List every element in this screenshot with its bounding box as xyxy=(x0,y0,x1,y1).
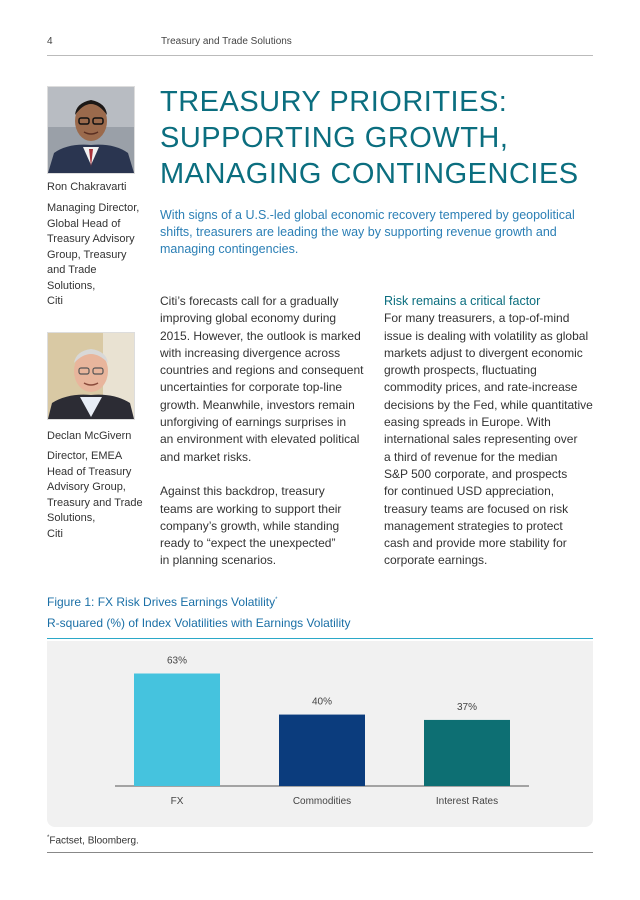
person-role-1: Managing Director, Global Head of Treasury Advisory Group, Treasury and Trade Solutions, Citi xyxy=(47,202,140,307)
footer-divider xyxy=(47,852,593,853)
bar-chart-svg xyxy=(47,641,593,827)
page-number: 4 xyxy=(47,36,53,47)
paragraph-forecast: Citi’s forecasts call for a gradually improving global economy during 2015. However, the outlook is marked with increasing divergence across countries and regions and consequent uncertainties for corporate top-line growth. Meanwhile, investors remain unforgiving of earnings surprises in an environment with elevated political and market risks. xyxy=(160,294,364,464)
paragraph-backdrop: Against this backdrop, treasury teams are working to support their company’s growth, while standing ready to “expect the unexpected” in planning scenarios. xyxy=(160,484,342,568)
body-column-right xyxy=(384,293,596,570)
figure-subtitle: R-squared (%) of Index Volatilities with Earnings Volatility xyxy=(47,616,351,630)
data-label-commodities: 40% xyxy=(311,696,333,708)
portrait-photo-1 xyxy=(47,86,135,174)
bar-commodities xyxy=(279,715,365,786)
article-title: TREASURY PRIORITIES: SUPPORTING GROWTH, MANAGING CONTINGENCIES xyxy=(160,86,579,190)
portrait-photo-2 xyxy=(47,332,135,420)
paragraph-risk: For many treasurers, a top-of-mind issue is dealing with volatility as global markets adjust to divergent economic growth prospects, fluctuating commodity prices, and rate-increase decisions by the Fed, while quantitative easing spreads in Europe. With international sales representing over a third of revenue for the median S&P 500 corporate, and prospects for continued USD appreciation, treasury teams are focused on risk management strategies to protect cash and provide more stability for corporate earnings. xyxy=(384,311,593,568)
article-intro: With signs of a U.S.-led global economic recovery tempered by geopolitical shifts, treasurers are leading the way by supporting revenue growth and managing contingencies. xyxy=(160,208,575,256)
category-label-commodities: Commodities xyxy=(292,796,352,807)
figure-divider xyxy=(47,638,593,639)
data-label-interest-rates: 37% xyxy=(456,701,478,713)
category-label-fx: FX xyxy=(170,796,184,807)
data-label-fx: 63% xyxy=(166,655,188,667)
header-divider xyxy=(47,55,593,56)
section-subheading: Risk remains a critical factor xyxy=(384,294,541,308)
figure-footnote: *Factset, Bloomberg. xyxy=(47,835,139,847)
bar-fx xyxy=(134,674,220,787)
category-label-interest-rates: Interest Rates xyxy=(435,796,499,807)
figure-title: Figure 1: FX Risk Drives Earnings Volatility* xyxy=(47,595,278,609)
bar-interest-rates xyxy=(424,720,510,786)
running-title: Treasury and Trade Solutions xyxy=(161,36,292,47)
person-name-1: Ron Chakravarti xyxy=(47,181,127,193)
bar-chart xyxy=(47,641,593,827)
person-role-2: Director, EMEA Head of Treasury Advisory Group, Treasury and Trade Solutions, Citi xyxy=(47,450,143,540)
person-name-2: Declan McGivern xyxy=(47,430,132,442)
body-column-left xyxy=(160,293,372,570)
